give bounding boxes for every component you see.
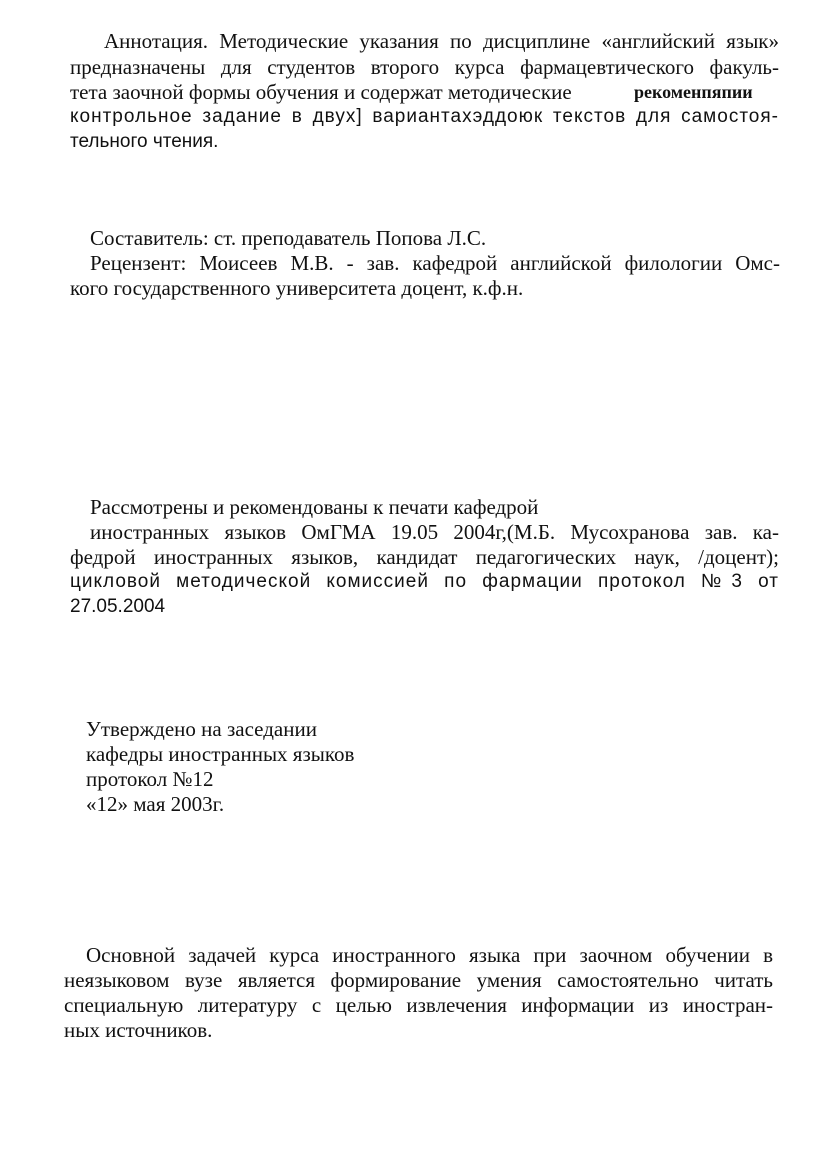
intro-line-1: Основной задачей курса иностранного языка при заочном обучении в (86, 943, 773, 967)
approval-line-4: «12» мая 2003г. (86, 792, 225, 816)
approval-line-1: Утверждено на заседании (86, 717, 317, 741)
intro-line-2: неязыковом вузе является формирование умения самостоятельно читать (64, 968, 773, 992)
review-line-2: иностранных языков ОмГМА 19.05 2004г,(М.Б. Мусохранова зав. ка- (90, 520, 779, 544)
annotation-line-2: предназначены для студентов второго курса фармацевтического факуль- (70, 55, 779, 79)
review-line-5: 27.05.2004 (70, 596, 166, 617)
review-line-1: Рассмотрены и рекомендованы к печати кафедрой (90, 495, 539, 519)
review-line-4: цикловой методической комиссией по фармации протокол №3 от (70, 571, 779, 592)
annotation-line-3-bold-word: рекоменпяпии (634, 82, 753, 102)
review-line-3: федрой иностранных языков, кандидат педагогических наук, /доцент); (70, 545, 779, 569)
annotation-line-5: тельного чтения. (70, 131, 219, 152)
approval-line-3: протокол №12 (86, 767, 214, 791)
intro-line-4: ных источников. (64, 1018, 213, 1042)
annotation-line-1: Аннотация. Методические указания по дисциплине «английский язык» (104, 29, 779, 53)
reviewer-line-1: Рецензент: Моисеев М.В. - зав. кафедрой английской филологии Омс- (90, 251, 780, 275)
compiler-line: Составитель: ст. преподаватель Попова Л.С. (90, 226, 487, 250)
annotation-line-4: контрольное задание в двух] вариантахэддоюк текстов для самостоя- (70, 106, 779, 127)
reviewer-line-2: кого государственного университета доцент, к.ф.н. (70, 276, 524, 300)
intro-line-3: специальную литературу с целью извлечения информации из иностран- (64, 993, 773, 1017)
approval-line-2: кафедры иностранных языков (86, 742, 355, 766)
annotation-line-3: тета заочной формы обучения и содержат методические (70, 80, 572, 104)
